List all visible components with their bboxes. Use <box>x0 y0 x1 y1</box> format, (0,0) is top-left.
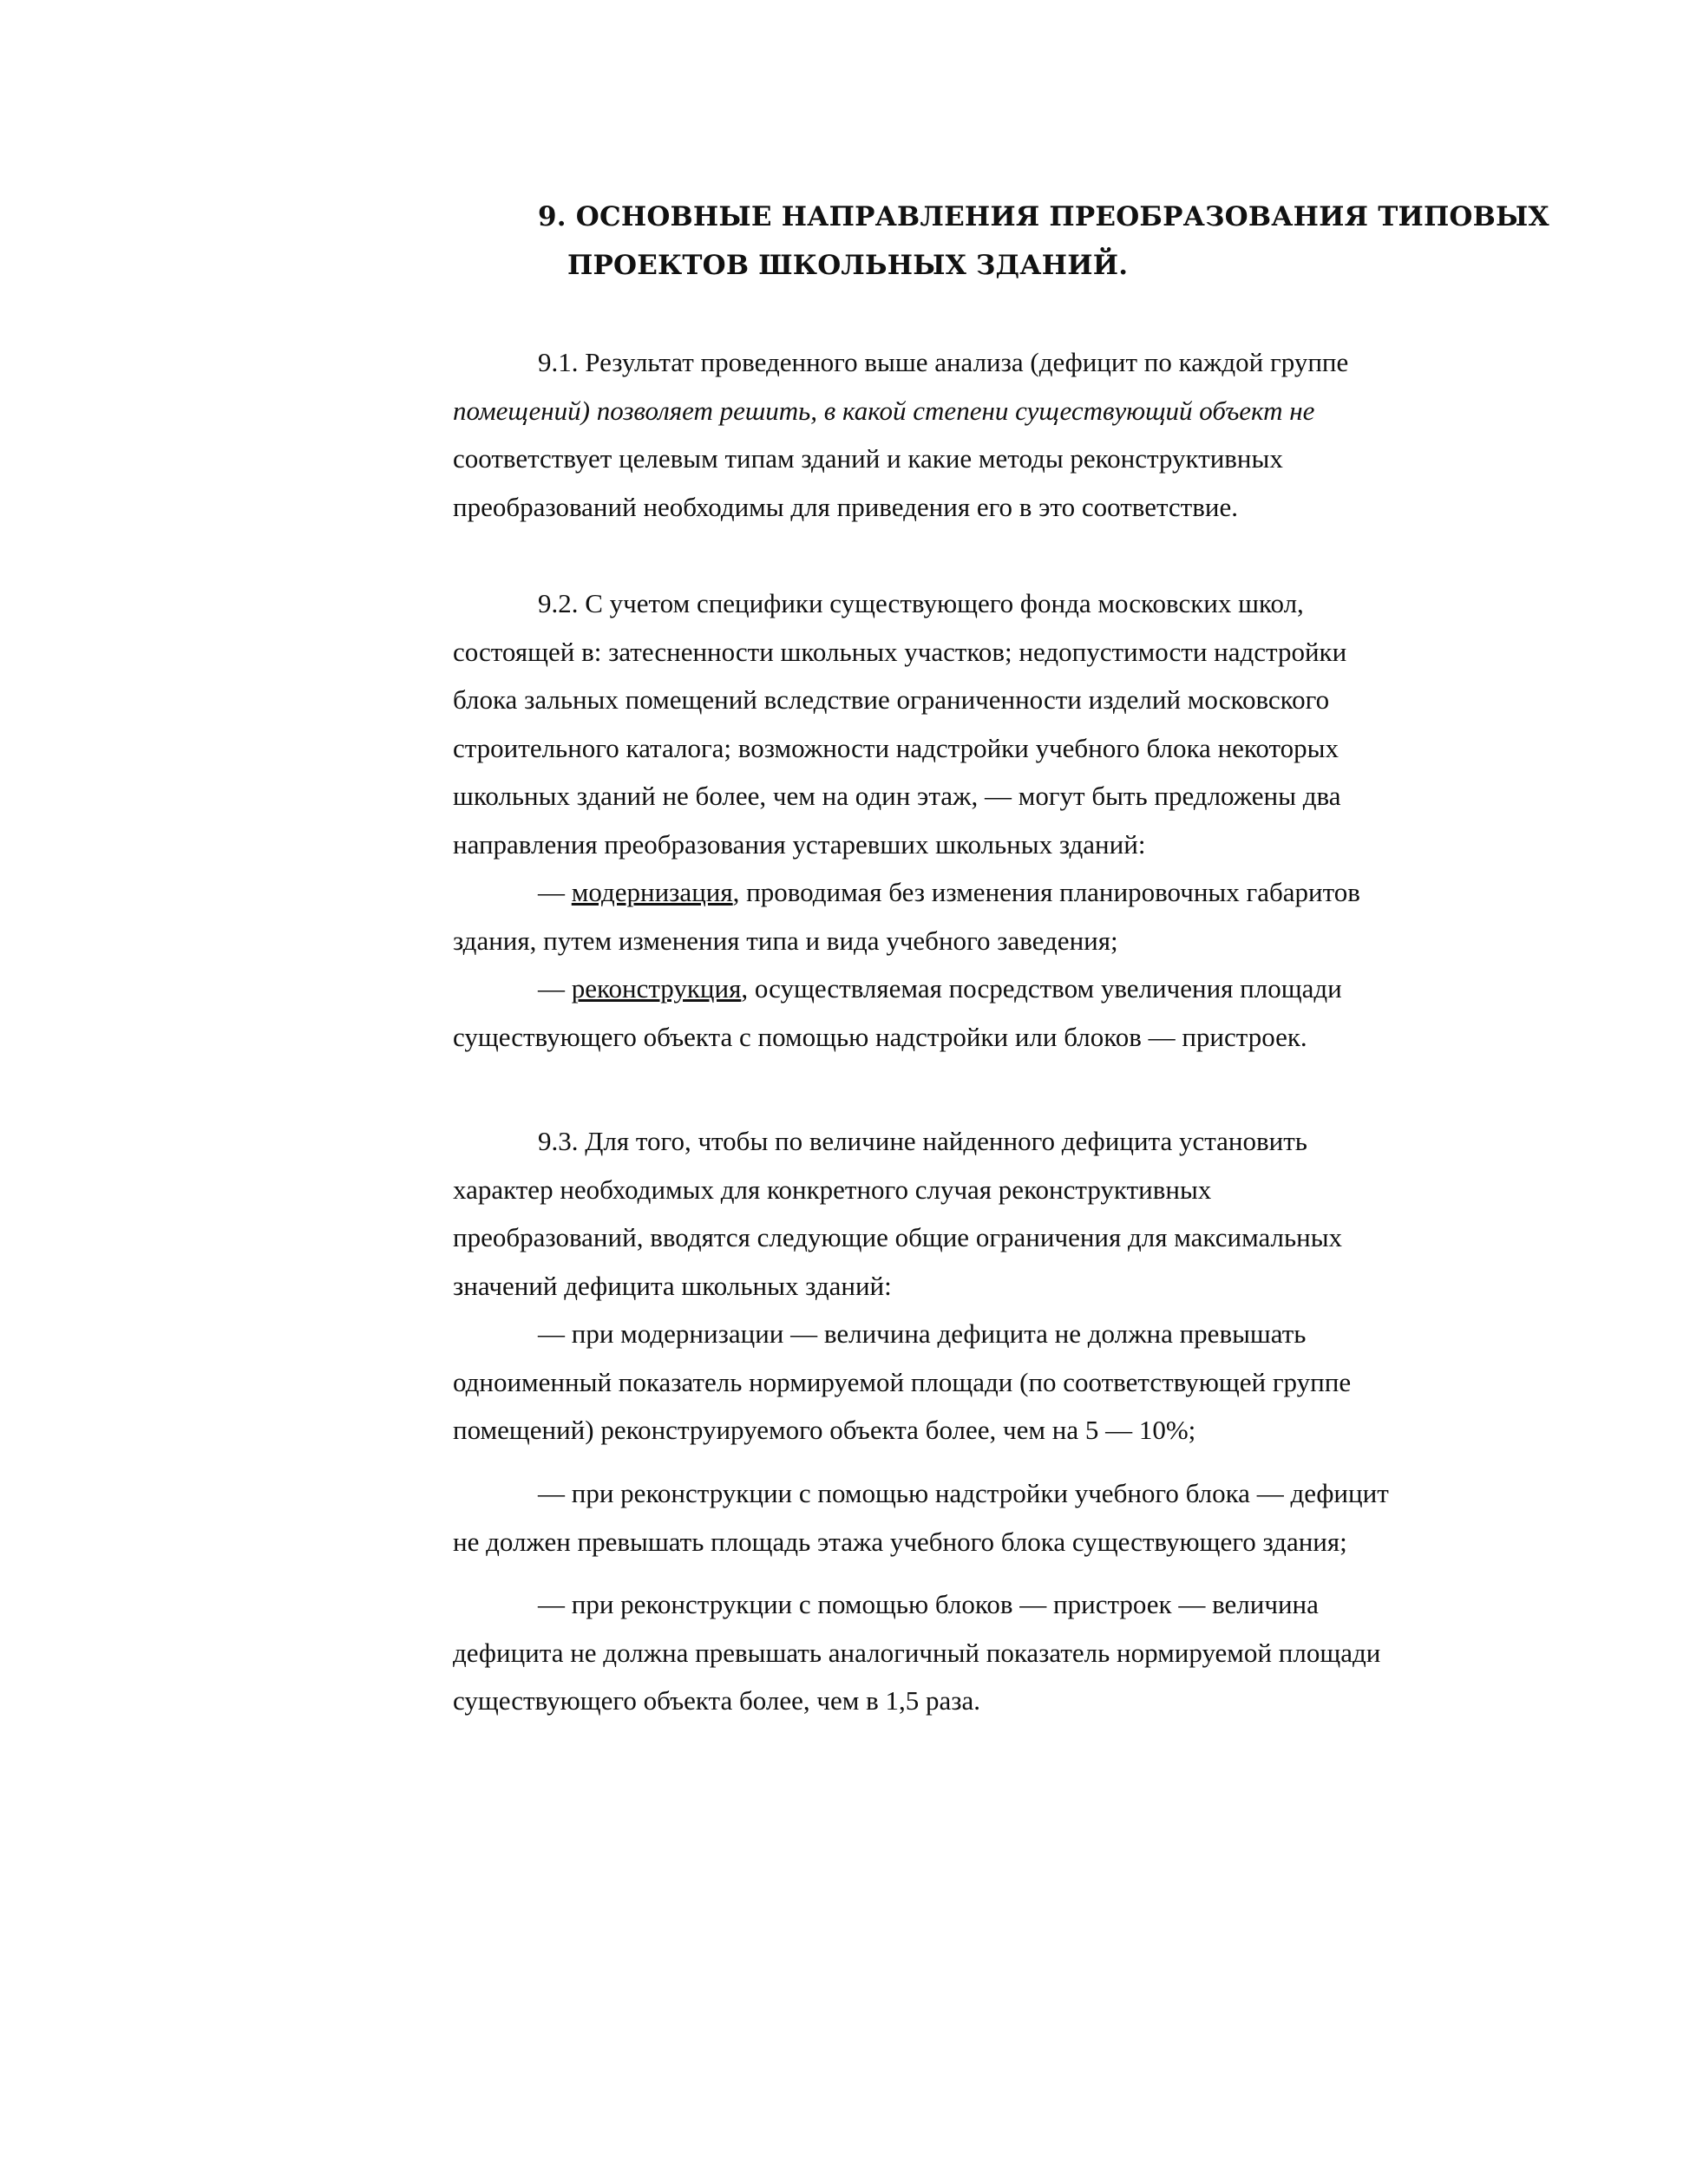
heading-line-1: 9. ОСНОВНЫЕ НАПРАВЛЕНИЯ ПРЕОБРАЗОВАНИЯ ТИПОВЫХ <box>538 201 1549 232</box>
heading-line-2: ПРОЕКТОВ ШКОЛЬНЫХ ЗДАНИЙ. <box>567 250 1129 281</box>
paragraph-line: 9.1. Результат проведенного выше анализа (дефицит по каждой группе <box>538 347 1349 377</box>
paragraph-line: одноименный показатель нормируемой площади (по соответствующей группе <box>453 1366 1352 1397</box>
term-modernization: модернизация <box>571 877 733 907</box>
paragraph-line: не должен превышать площадь этажа учебного блока существующего здания; <box>453 1526 1347 1557</box>
constraint-extensions <box>453 1580 1598 1725</box>
paragraph-line: школьных зданий не более, чем на один этаж, — могут быть предложены два <box>453 781 1341 811</box>
term-reconstruction: реконструкция <box>571 973 742 1004</box>
paragraph-line: блока зальных помещений вследствие ограниченности изделий московского <box>453 684 1330 715</box>
paragraph-line: направления преобразования устаревших школьных зданий: <box>453 828 1146 860</box>
paragraph-line: существующего объекта более, чем в 1,5 раза. <box>453 1685 980 1716</box>
paragraph-line: 9.3. Для того, чтобы по величине найденного дефицита установить <box>538 1126 1307 1156</box>
list-dash: — <box>538 877 572 907</box>
constraint-superstructure <box>453 1469 1598 1566</box>
paragraph-line: — при реконструкции с помощью блоков — пристроек — величина <box>538 1589 1319 1619</box>
paragraph-9-2 <box>453 579 1598 1061</box>
list-item-text: , проводимая без изменения планировочных габаритов <box>732 877 1360 907</box>
paragraph-line: здания, путем изменения типа и вида учебного заведения; <box>453 925 1118 956</box>
list-dash: — <box>538 973 572 1004</box>
list-item-modernization <box>453 868 1598 917</box>
section-heading <box>538 193 1579 290</box>
paragraph-line: состоящей в: затесненности школьных участков; недопустимости надстройки <box>453 636 1347 667</box>
paragraph-line: 9.2. С учетом специфики существующего фонда московских школ, <box>538 588 1304 618</box>
paragraph-line: преобразований необходимы для приведения его в это соответствие. <box>453 491 1238 522</box>
paragraph-line: — при реконструкции с помощью надстройки учебного блока — дефицит <box>538 1478 1389 1508</box>
paragraph-line: соответствует целевым типам зданий и какие методы реконструктивных <box>453 443 1283 474</box>
paragraph-line: характер необходимых для конкретного случая реконструктивных <box>453 1174 1212 1205</box>
paragraph-line: строительного каталога; возможности надстройки учебного блока некоторых <box>453 732 1339 763</box>
list-item-text: , осуществляемая посредством увеличения площади <box>741 973 1342 1004</box>
paragraph-line: значений дефицита школьных зданий: <box>453 1270 892 1301</box>
paragraph-line: преобразований, вводятся следующие общие ограничения для максимальных <box>453 1222 1343 1252</box>
paragraph-9-1 <box>453 338 1598 531</box>
list-item-reconstruction <box>453 964 1598 1013</box>
constraint-modernization: — при модернизации — величина дефицита не должна превышать <box>538 1318 1307 1349</box>
paragraph-line: дефицита не должна превышать аналогичный показатель нормируемой площади <box>453 1637 1381 1668</box>
paragraph-9-3 <box>453 1117 1598 1455</box>
paragraph-line: помещений) реконструируемого объекта более, чем на 5 — 10%; <box>453 1415 1196 1445</box>
paragraph-line: существующего объекта с помощью надстройки или блоков — пристроек. <box>453 1021 1307 1052</box>
paragraph-line: помещений) позволяет решить, в какой степени существующий объект не <box>453 395 1315 426</box>
